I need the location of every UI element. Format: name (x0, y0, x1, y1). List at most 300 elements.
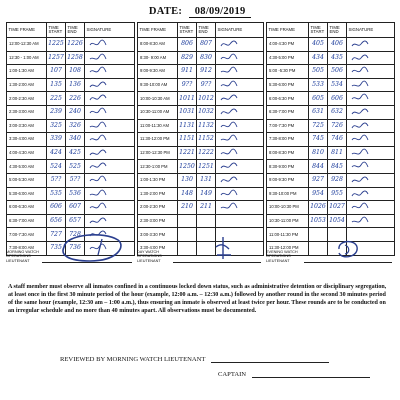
table-row (7, 65, 135, 79)
signature-scribble (220, 93, 238, 103)
time-end-cell: 746 (328, 133, 347, 147)
signature-cell (347, 38, 395, 52)
time-start-cell: 325 (47, 119, 66, 133)
time-frame-cell: 4:30-5:00 PM (267, 51, 309, 65)
time-frame-cell: 1:00-1:30 PM (138, 173, 178, 187)
table-row (7, 187, 135, 201)
time-frame-cell: 4:00-4:30 AM (7, 146, 47, 160)
table-row (138, 133, 264, 147)
table-row (267, 38, 395, 52)
table-row (267, 105, 395, 119)
time-start-cell: 954 (309, 187, 328, 201)
time-end-cell: 326 (66, 119, 85, 133)
signature-scribble (89, 175, 107, 185)
col-time-frame: TIME FRAME (138, 23, 178, 38)
col-time-frame: TIME FRAME (267, 23, 309, 38)
time-frame-cell: 5:30-6:00 PM (267, 78, 309, 92)
time-frame-cell: 3:30-4:00 AM (7, 133, 47, 147)
table-row (138, 119, 264, 133)
time-end-cell: 928 (328, 173, 347, 187)
signature-cell (216, 173, 264, 187)
time-start-cell: 1026 (309, 201, 328, 215)
time-end-cell: 1226 (66, 38, 85, 52)
time-end-cell: 240 (66, 105, 85, 119)
signature-cell (216, 65, 264, 79)
signature-cell (85, 92, 135, 106)
signature-cell (85, 160, 135, 174)
table-row (138, 173, 264, 187)
signature-cell (347, 119, 395, 133)
signature-cell (216, 119, 264, 133)
time-end-cell: 830 (197, 51, 216, 65)
time-frame-cell: 9:00-9:30 AM (138, 65, 178, 79)
morning-lieutenant-signature (58, 231, 128, 263)
time-start-cell: 9?? (178, 78, 197, 92)
time-frame-cell: 8:30- 9:00 AM (138, 51, 178, 65)
signature-scribble (351, 134, 369, 144)
table-row (267, 173, 395, 187)
table-row (138, 105, 264, 119)
col-signature: SIGNATURE (347, 23, 395, 38)
time-start-cell: 1151 (178, 133, 197, 147)
time-frame-cell: 3:30-4:00 PM (138, 241, 178, 255)
time-frame-cell: 5:00-5:30 AM (7, 173, 47, 187)
signature-scribble (351, 66, 369, 76)
time-start-cell: 810 (309, 146, 328, 160)
col-time-start: TIME START (47, 23, 66, 38)
signature-cell (85, 105, 135, 119)
time-frame-cell: 9:00-9:30 PM (267, 173, 309, 187)
time-start-cell: 806 (178, 38, 197, 52)
signature-cell (85, 133, 135, 147)
captain-label: CAPTAIN (218, 371, 247, 378)
time-frame-cell: 7:30-8:00 PM (267, 133, 309, 147)
time-start-cell: 727 (47, 228, 66, 242)
signature-scribble (351, 189, 369, 199)
signature-scribble (89, 53, 107, 63)
time-end-cell: 1032 (197, 105, 216, 119)
time-frame-cell: 1:30-2:00 AM (7, 78, 47, 92)
time-frame-cell: 12:00-12:30 AM (7, 38, 47, 52)
time-end-cell: 1027 (328, 201, 347, 215)
signature-cell (216, 92, 264, 106)
day-lieutenant-label: DAY WATCH OPERATIONS LIEUTENANT (137, 249, 162, 263)
signature-scribble (220, 107, 238, 117)
log-table-morning (6, 22, 135, 256)
signature-scribble (220, 121, 238, 131)
signature-cell (85, 187, 135, 201)
time-frame-cell: 2:00-2:30 PM (138, 201, 178, 215)
signature-cell (347, 214, 395, 228)
time-frame-cell: 7:00-7:30 AM (7, 228, 47, 242)
time-start-cell: 911 (178, 65, 197, 79)
signature-scribble (351, 202, 369, 212)
signature-cell (85, 78, 135, 92)
time-start-cell: 524 (47, 160, 66, 174)
evening-lieutenant-label: EVENING WATCH OPERATIONS LIEUTENANT (266, 249, 298, 263)
table-row (138, 78, 264, 92)
time-end-cell: 807 (197, 38, 216, 52)
time-start-cell (178, 214, 197, 228)
signature-scribble (351, 53, 369, 63)
col-signature: SIGNATURE (216, 23, 264, 38)
time-start-cell: 1053 (309, 214, 328, 228)
time-end-cell: 406 (328, 38, 347, 52)
date-value: 08/09/2019 (189, 6, 251, 18)
signature-cell (347, 201, 395, 215)
time-start-cell: 725 (309, 119, 328, 133)
time-end-cell: 726 (328, 119, 347, 133)
table-header-row (7, 23, 135, 38)
time-end-cell: 955 (328, 187, 347, 201)
table-row (267, 119, 395, 133)
signature-scribble (351, 148, 369, 158)
evening-lieutenant-signature (332, 235, 362, 263)
time-end-cell: 425 (66, 146, 85, 160)
time-start-cell: 1131 (178, 119, 197, 133)
signature-scribble (220, 66, 238, 76)
table-row (138, 38, 264, 52)
signature-scribble (220, 202, 238, 212)
signature-cell (347, 65, 395, 79)
time-frame-cell: 4:30-5:00 AM (7, 160, 47, 174)
signature-cell (216, 187, 264, 201)
log-table-day (137, 22, 264, 256)
time-start-cell: 225 (47, 92, 66, 106)
time-frame-cell: 6:30-7:00 AM (7, 214, 47, 228)
time-end-cell: 5?? (66, 173, 85, 187)
evening-lieutenant-box (266, 231, 394, 265)
signature-cell (347, 51, 395, 65)
time-start-cell: 656 (47, 214, 66, 228)
time-end-cell: 736 (66, 241, 85, 255)
signature-scribble (89, 134, 107, 144)
table-row (7, 92, 135, 106)
col-time-start: TIME START (178, 23, 197, 38)
time-start-cell: 1221 (178, 146, 197, 160)
time-end-cell: 845 (328, 160, 347, 174)
signature-cell (347, 105, 395, 119)
time-start-cell: 5?? (47, 173, 66, 187)
reviewed-by-row (60, 356, 390, 363)
time-frame-cell: 11:00-11:30 AM (138, 119, 178, 133)
time-start-cell: 130 (178, 173, 197, 187)
signature-scribble (351, 175, 369, 185)
time-frame-cell: 10:00-10:30 PM (267, 201, 309, 215)
time-frame-cell: 6:00-6:30 AM (7, 201, 47, 215)
signature-cell (216, 133, 264, 147)
day-lieutenant-line (173, 262, 261, 263)
time-frame-cell: 9:30-10:00 PM (267, 187, 309, 201)
table-row (138, 146, 264, 160)
table-row (7, 214, 135, 228)
signature-cell (85, 38, 135, 52)
time-end-cell: 9?? (197, 78, 216, 92)
table-row (138, 160, 264, 174)
signature-cell (216, 214, 264, 228)
time-start-cell: 927 (309, 173, 328, 187)
table-row (267, 214, 395, 228)
time-start-cell: 745 (309, 133, 328, 147)
time-end-cell: 340 (66, 133, 85, 147)
time-frame-cell: 10:30-11:00 PM (267, 214, 309, 228)
time-frame-cell: 6:00-6:30 PM (267, 92, 309, 106)
time-end-cell: 728 (66, 228, 85, 242)
signature-scribble (220, 134, 238, 144)
signature-cell (216, 201, 264, 215)
signature-scribble (351, 39, 369, 49)
table-row (7, 38, 135, 52)
time-end-cell: 912 (197, 65, 216, 79)
table-row (7, 105, 135, 119)
col-signature: SIGNATURE (85, 23, 135, 38)
signature-scribble (351, 80, 369, 90)
time-frame-cell: 8:00-8:30 PM (267, 146, 309, 160)
time-start-cell: 424 (47, 146, 66, 160)
time-end-cell: 657 (66, 214, 85, 228)
time-frame-cell: 5:30-6:00 AM (7, 187, 47, 201)
time-start-cell: 1011 (178, 92, 197, 106)
table-row (138, 201, 264, 215)
captain-row (218, 371, 394, 378)
time-frame-cell: 10:30-11:00 AM (138, 105, 178, 119)
time-start-cell: 1225 (47, 38, 66, 52)
signature-scribble (89, 216, 107, 226)
signature-cell (347, 146, 395, 160)
signature-scribble (351, 216, 369, 226)
signature-scribble (89, 66, 107, 76)
time-frame-cell: 11:30-12:00 PM (267, 241, 309, 255)
captain-line (252, 377, 370, 378)
signature-scribble (220, 175, 238, 185)
table-row (267, 92, 395, 106)
time-frame-cell: 2:00-2:30 AM (7, 92, 47, 106)
time-frame-cell: 9:30-10:00 AM (138, 78, 178, 92)
col-time-end: TIME END (66, 23, 85, 38)
time-start-cell: 239 (47, 105, 66, 119)
time-frame-cell: 3:00-3:30 AM (7, 119, 47, 133)
table-row (267, 51, 395, 65)
time-start-cell: 605 (309, 92, 328, 106)
time-start-cell: 135 (47, 78, 66, 92)
table-row (7, 119, 135, 133)
col-time-start: TIME START (309, 23, 328, 38)
time-end-cell: 811 (328, 146, 347, 160)
time-end-cell: 607 (66, 201, 85, 215)
table-row (7, 78, 135, 92)
time-start-cell: 829 (178, 51, 197, 65)
signature-scribble (220, 80, 238, 90)
signature-scribble (89, 161, 107, 171)
time-end-cell: 1251 (197, 160, 216, 174)
table-row (138, 214, 264, 228)
signature-cell (216, 160, 264, 174)
time-end-cell: 136 (66, 78, 85, 92)
time-end-cell: 536 (66, 187, 85, 201)
time-frame-cell: 11:30-12:00 PM (138, 133, 178, 147)
signature-cell (85, 119, 135, 133)
signature-scribble (220, 148, 238, 158)
log-table-evening (266, 22, 395, 256)
time-frame-cell: 7:00-7:30 PM (267, 119, 309, 133)
signature-cell (85, 214, 135, 228)
morning-lieutenant-label: MORNING WATCH OPERATIONS LIEUTENANT (6, 249, 39, 263)
time-start-cell: 535 (47, 187, 66, 201)
table-row (138, 65, 264, 79)
table-body (7, 38, 135, 256)
time-frame-cell: 2:30-3:00 AM (7, 105, 47, 119)
signature-scribble (351, 161, 369, 171)
time-end-cell: 1258 (66, 51, 85, 65)
signature-cell (216, 38, 264, 52)
time-frame-cell: 12:30-1:00 PM (138, 160, 178, 174)
time-end-cell: 632 (328, 105, 347, 119)
signature-scribble (89, 189, 107, 199)
col-time-frame: TIME FRAME (7, 23, 47, 38)
signature-cell (347, 160, 395, 174)
time-frame-cell: 8:00-8:30 AM (138, 38, 178, 52)
signature-scribble (89, 202, 107, 212)
reviewed-by-line (211, 362, 329, 363)
time-start-cell: 405 (309, 38, 328, 52)
time-start-cell: 148 (178, 187, 197, 201)
time-start-cell: 606 (47, 201, 66, 215)
date-header (0, 6, 400, 18)
time-start-cell: 210 (178, 201, 197, 215)
time-start-cell: 631 (309, 105, 328, 119)
signature-cell (216, 51, 264, 65)
time-start-cell: 1257 (47, 51, 66, 65)
table-row (138, 51, 264, 65)
signature-cell (347, 173, 395, 187)
morning-lieutenant-box (6, 231, 134, 265)
table-row (267, 133, 395, 147)
table-body (138, 38, 264, 256)
signature-cell (85, 173, 135, 187)
time-end-cell: 525 (66, 160, 85, 174)
signature-scribble (351, 121, 369, 131)
table-row (7, 51, 135, 65)
time-frame-cell: 8:30-9:00 PM (267, 160, 309, 174)
signature-cell (216, 146, 264, 160)
time-frame-cell: 3:00-3:30 PM (138, 228, 178, 242)
time-end-cell: 1054 (328, 214, 347, 228)
time-end-cell (197, 214, 216, 228)
col-time-end: TIME END (328, 23, 347, 38)
time-frame-cell: 10:00-10:30 AM (138, 92, 178, 106)
signature-scribble (220, 189, 238, 199)
signature-scribble (220, 39, 238, 49)
time-end-cell: 108 (66, 65, 85, 79)
table-row (267, 65, 395, 79)
table-header-row (138, 23, 264, 38)
time-start-cell: 434 (309, 51, 328, 65)
signature-scribble (351, 93, 369, 103)
time-end-cell: 149 (197, 187, 216, 201)
signature-scribble (89, 107, 107, 117)
time-frame-cell: 12:30 - 1:00 AM (7, 51, 47, 65)
time-end-cell: 226 (66, 92, 85, 106)
signature-scribble (89, 39, 107, 49)
time-start-cell: 505 (309, 65, 328, 79)
instructions-paragraph: A staff member must observe all inmates confined in a continuous locked down status, such as administrative detention or disciplinary segregation, at least once in the first 30 minute period of the hour (example, 12:00 a.m. – 12:30 a.m.) followed by another round in the second 30 minutes period of the same hour (example, 12:30 am – 1:00 a.m.), thus ensuring an inmate is observed at least twice per hour. These rounds are to be conducted on an irregular schedule and no more than 40 minutes apart. All observations must be documented. (8, 284, 387, 314)
table-row (267, 201, 395, 215)
time-end-cell: 131 (197, 173, 216, 187)
table-row (7, 146, 135, 160)
time-end-cell: 506 (328, 65, 347, 79)
time-frame-cell: 4:00-4:30 PM (267, 38, 309, 52)
signature-cell (347, 133, 395, 147)
table-row (138, 92, 264, 106)
time-start-cell: 339 (47, 133, 66, 147)
time-end-cell: 1132 (197, 119, 216, 133)
signature-cell (347, 92, 395, 106)
time-frame-cell: 1:00-1:30 AM (7, 65, 47, 79)
time-start-cell: 844 (309, 160, 328, 174)
lieutenant-signoff-row (6, 231, 394, 265)
day-lieutenant-signature (211, 235, 235, 261)
table-header-row (267, 23, 395, 38)
signature-scribble (89, 80, 107, 90)
time-start-cell: 735 (47, 241, 66, 255)
time-start-cell: 107 (47, 65, 66, 79)
signature-scribble (220, 161, 238, 171)
signature-cell (85, 201, 135, 215)
signature-scribble (89, 93, 107, 103)
signature-cell (216, 105, 264, 119)
time-frame-cell: 5:00 -5:30 PM (267, 65, 309, 79)
table-row (267, 160, 395, 174)
date-label: DATE: (148, 6, 183, 17)
table-row (267, 187, 395, 201)
day-lieutenant-box (137, 231, 263, 265)
table-body (267, 38, 395, 256)
time-end-cell: 435 (328, 51, 347, 65)
signature-scribble (89, 121, 107, 131)
col-time-end: TIME END (197, 23, 216, 38)
time-start-cell: 533 (309, 78, 328, 92)
signature-scribble (351, 107, 369, 117)
table-row (7, 201, 135, 215)
time-frame-cell: 1:30-2:00 PM (138, 187, 178, 201)
signature-scribble (89, 148, 107, 158)
signature-cell (85, 65, 135, 79)
time-end-cell: 606 (328, 92, 347, 106)
table-row (267, 146, 395, 160)
table-row (7, 160, 135, 174)
time-frame-cell: 7:30-8:00 AM (7, 241, 47, 255)
time-end-cell: 1152 (197, 133, 216, 147)
signature-cell (85, 146, 135, 160)
table-row (7, 133, 135, 147)
time-end-cell: 1012 (197, 92, 216, 106)
signature-cell (216, 78, 264, 92)
time-end-cell: 534 (328, 78, 347, 92)
signature-scribble (220, 53, 238, 63)
time-start-cell: 1250 (178, 160, 197, 174)
table-row (267, 78, 395, 92)
time-frame-cell: 2:30-3:00 PM (138, 214, 178, 228)
signature-cell (347, 78, 395, 92)
time-frame-cell: 11:00-11:30 PM (267, 228, 309, 242)
time-end-cell: 211 (197, 201, 216, 215)
signature-cell (85, 51, 135, 65)
signature-cell (347, 187, 395, 201)
table-row (7, 173, 135, 187)
time-start-cell: 1031 (178, 105, 197, 119)
time-end-cell: 1222 (197, 146, 216, 160)
time-frame-cell: 12:00-12:30 PM (138, 146, 178, 160)
